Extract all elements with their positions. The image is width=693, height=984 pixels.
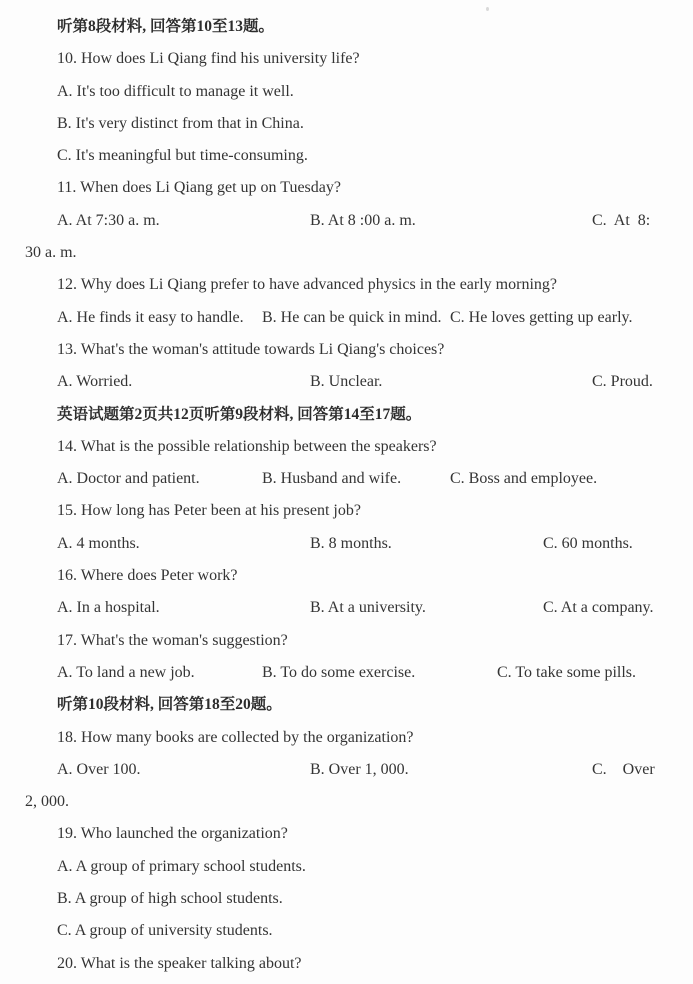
options-row: [25, 592, 689, 624]
question-text: 13. What's the woman's attitude towards Li Qiang's choices?: [57, 340, 445, 358]
option-text: B. Husband and wife.: [262, 470, 402, 488]
option-text: B. At 8 :00 a. m.: [310, 211, 416, 229]
option-text: A. 4 months.: [57, 534, 140, 552]
section-header: 英语试题第2页共12页听第9段材料, 回答第14至17题。: [57, 405, 422, 423]
question-text: 15. How long has Peter been at his present job?: [57, 502, 361, 520]
section-header: 听第8段材料, 回答第10至13题。: [57, 18, 275, 35]
question-text: 12. Why does Li Qiang prefer to have advanced physics in the early morning?: [57, 276, 557, 294]
option-text: C. At a company.: [543, 599, 654, 617]
option-text: B. He can be quick in mind.: [262, 308, 442, 326]
options-row: [25, 754, 689, 786]
question-text: 16. Where does Peter work?: [57, 567, 238, 585]
option-text: B. At a university.: [310, 599, 426, 617]
option-text: B. 8 months.: [310, 534, 392, 552]
option-text: A. Doctor and patient.: [57, 470, 200, 488]
option-text: C. Over: [592, 760, 655, 778]
options-row: [25, 302, 689, 334]
options-row: [25, 463, 689, 495]
option-text: B. It's very distinct from that in China.: [57, 114, 304, 132]
question-text: 20. What is the speaker talking about?: [57, 954, 302, 972]
question-text: 11. When does Li Qiang get up on Tuesday?: [57, 179, 341, 197]
option-text: B. Over 1, 000.: [310, 760, 409, 778]
document-body: [25, 11, 689, 980]
option-text: C. 60 months.: [543, 534, 633, 552]
option-text: B. Unclear.: [310, 373, 383, 391]
section-header: 听第10段材料, 回答第18至20题。: [57, 696, 282, 714]
option-text: C. Boss and employee.: [450, 470, 598, 488]
option-text: C. To take some pills.: [497, 663, 637, 681]
question-text: 10. How does Li Qiang find his university life?: [57, 50, 360, 68]
option-text: A. A group of primary school students.: [57, 857, 306, 875]
continuation-text: 2, 000.: [25, 793, 69, 811]
options-row: [25, 366, 689, 398]
option-text: A. He finds it easy to handle.: [57, 308, 244, 326]
option-text: B. To do some exercise.: [262, 663, 416, 681]
option-text: A. In a hospital.: [57, 599, 160, 617]
options-row: [25, 528, 689, 560]
options-row: [25, 657, 689, 689]
question-text: 19. Who launched the organization?: [57, 825, 288, 843]
option-text: A. Worried.: [57, 373, 133, 391]
option-text: C. At 8:: [592, 211, 651, 229]
option-text: A. Over 100.: [57, 760, 141, 778]
option-text: C. He loves getting up early.: [450, 308, 633, 326]
option-text: A. It's too difficult to manage it well.: [57, 82, 294, 100]
options-row: [25, 205, 689, 237]
question-text: 18. How many books are collected by the organization?: [57, 728, 414, 746]
option-text: A. At 7:30 a. m.: [57, 211, 160, 229]
continuation-text: 30 a. m.: [25, 244, 77, 262]
option-text: C. A group of university students.: [57, 922, 273, 940]
option-text: C. It's meaningful but time-consuming.: [57, 147, 308, 165]
option-text: C. Proud.: [592, 373, 653, 391]
question-text: 14. What is the possible relationship between the speakers?: [57, 437, 437, 455]
option-text: B. A group of high school students.: [57, 890, 283, 908]
question-text: 17. What's the woman's suggestion?: [57, 631, 288, 649]
option-text: A. To land a new job.: [57, 663, 195, 681]
